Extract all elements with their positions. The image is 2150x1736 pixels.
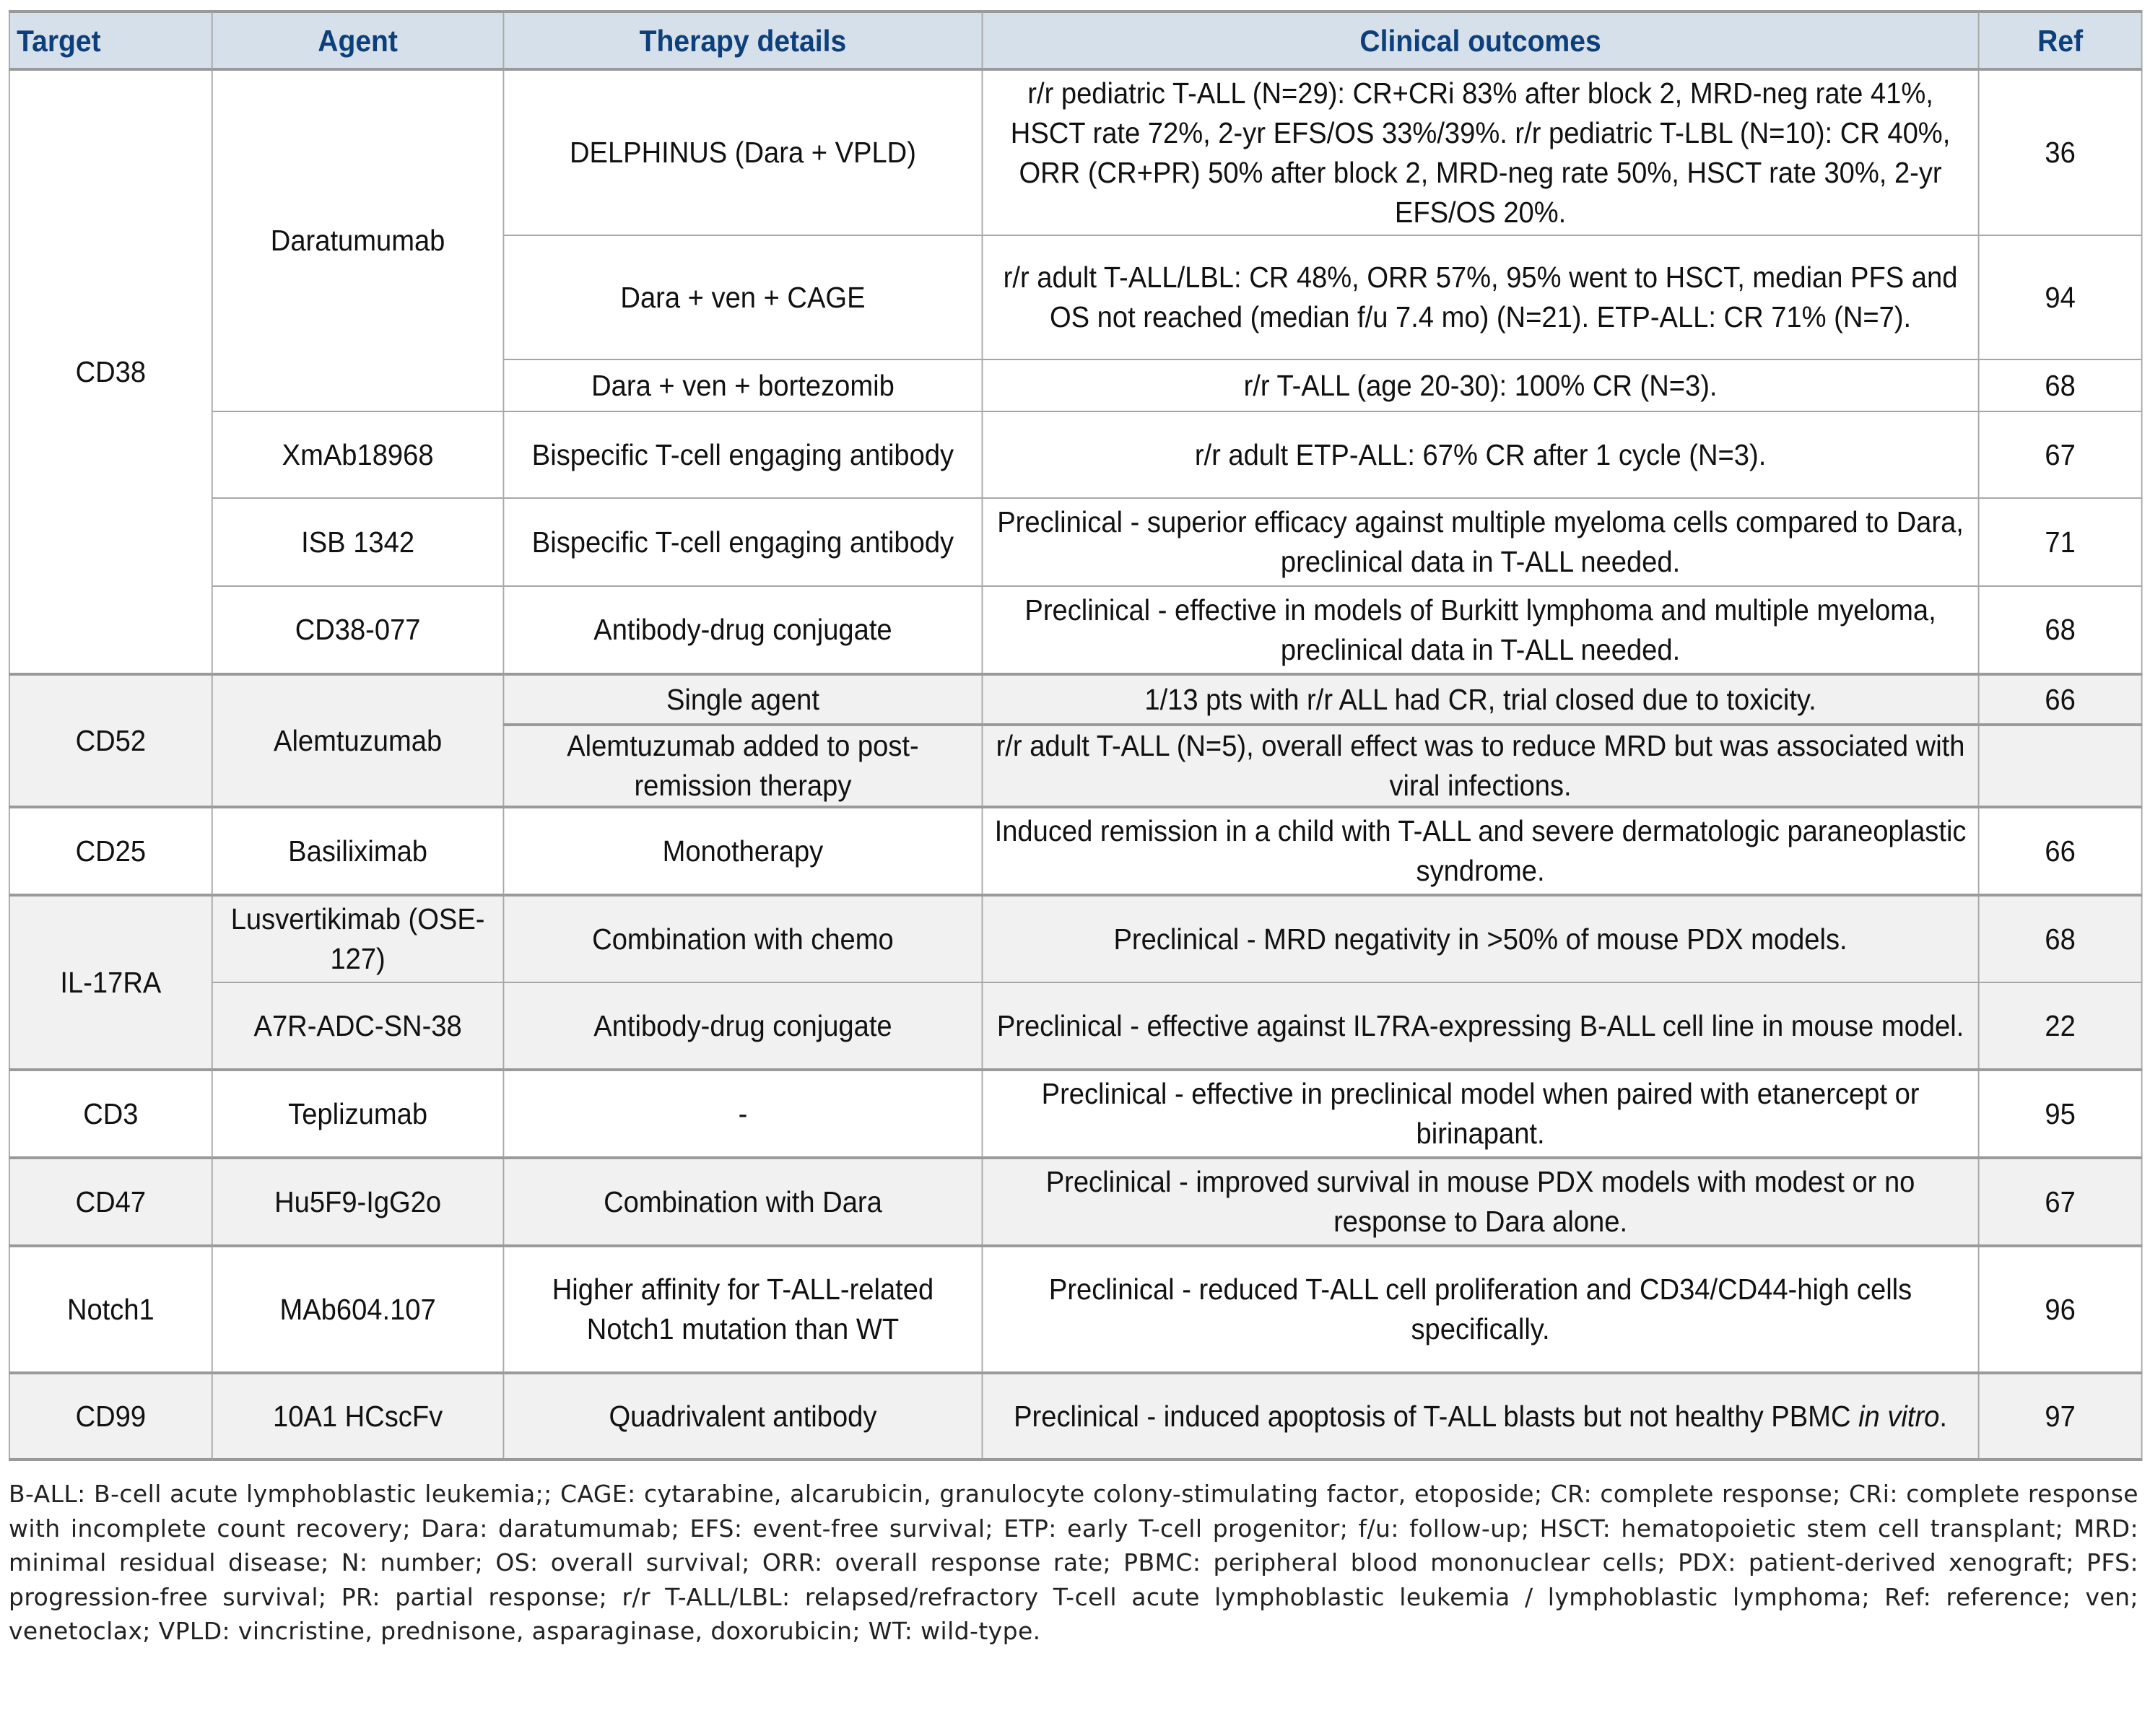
therapy-cell: Bispecific T-cell engaging antibody bbox=[503, 498, 982, 586]
therapy-cell: DELPHINUS (Dara + VPLD) bbox=[503, 69, 982, 235]
outcome-italic-text: in vitro bbox=[1858, 1399, 1940, 1433]
therapy-cell: Dara + ven + bortezomib bbox=[503, 359, 982, 411]
table-row bbox=[9, 1246, 2142, 1373]
table-row bbox=[9, 498, 2142, 586]
ref-cell: 71 bbox=[1979, 498, 2142, 586]
ref-cell: 68 bbox=[1979, 359, 2142, 411]
ref-cell: 66 bbox=[1979, 674, 2142, 725]
table-row bbox=[9, 586, 2142, 674]
ref-cell: 94 bbox=[1979, 235, 2142, 359]
outcome-cell: r/r adult T-ALL (N=5), overall effect was to reduce MRD but was associated with viral infections. bbox=[983, 725, 1979, 807]
table-row bbox=[9, 895, 2142, 982]
ref-cell bbox=[1979, 725, 2142, 807]
ref-cell: 66 bbox=[1979, 807, 2142, 895]
agent-cell: Basiliximab bbox=[212, 807, 504, 895]
target-cell: CD47 bbox=[9, 1158, 212, 1246]
therapy-cell: Single agent bbox=[503, 674, 982, 725]
agent-cell: XmAb18968 bbox=[212, 411, 504, 498]
therapy-cell: Combination with Dara bbox=[503, 1158, 982, 1246]
outcome-cell: Preclinical - improved survival in mouse PDX models with modest or no response to Dara alone. bbox=[983, 1158, 1979, 1246]
table-row bbox=[9, 674, 2142, 725]
header-target: Target bbox=[9, 12, 212, 69]
outcome-cell: r/r T-ALL (age 20-30): 100% CR (N=3). bbox=[983, 359, 1979, 411]
outcome-cell: Preclinical - effective in models of Burkitt lymphoma and multiple myeloma, preclinical data in T-ALL needed. bbox=[983, 586, 1979, 674]
target-cell: IL-17RA bbox=[9, 895, 212, 1070]
table-row bbox=[9, 411, 2142, 498]
therapy-cell: - bbox=[503, 1070, 982, 1158]
header-agent: Agent bbox=[212, 12, 504, 69]
agent-cell: MAb604.107 bbox=[212, 1246, 504, 1373]
table-row bbox=[9, 1158, 2142, 1246]
header-ref: Ref bbox=[1979, 12, 2142, 69]
agent-cell: 10A1 HCscFv bbox=[212, 1373, 504, 1460]
agent-cell: Lusvertikimab (OSE-127) bbox=[212, 895, 504, 982]
agent-cell: A7R-ADC-SN-38 bbox=[212, 982, 504, 1070]
table-row bbox=[9, 982, 2142, 1070]
outcome-cell: r/r adult T-ALL/LBL: CR 48%, ORR 57%, 95% went to HSCT, median PFS and OS not reached (median f/u 7.4 mo) (N=21). ETP-ALL: CR 71% (N=7). bbox=[983, 235, 1979, 359]
abbreviations-footnote: B-ALL: B-cell acute lymphoblastic leukemia;; CAGE: cytarabine, alcarubicin, granulocyte colony-stimulating factor, etoposide; CR: complete response; CRi: complete response with incomplete count recovery; Dara: daratumumab; EFS: event-free survival; ETP: early T-cell progenitor; f/u: follow-up; HSCT: hematopoietic stem cell transplant; MRD: minimal residual disease; N: number; OS: overall survival; ORR: overall response rate; PBMC: peripheral blood mononuclear cells; PDX: patient-derived xenograft; PFS: progression-free survival; PR: partial response; r/r T-ALL/LBL: relapsed/refractory T-cell acute lymphoblastic leukemia / lymphoblastic lymphoma; Ref: reference; ven; venetoclax; VPLD: vincristine, prednisone, asparaginase, doxorubicin; WT: wild-type. bbox=[9, 1480, 2138, 1645]
agent-cell: Teplizumab bbox=[212, 1070, 504, 1158]
outcome-text: Preclinical - induced apoptosis of T-ALL blasts but not healthy PBMC bbox=[1014, 1399, 1859, 1433]
ref-cell: 67 bbox=[1979, 1158, 2142, 1246]
outcome-cell bbox=[983, 1373, 1979, 1460]
therapy-cell: Alemtuzumab added to post-remission therapy bbox=[503, 725, 982, 807]
table-row bbox=[9, 69, 2142, 235]
target-cell: CD52 bbox=[9, 674, 212, 807]
ref-cell: 95 bbox=[1979, 1070, 2142, 1158]
therapy-cell: Antibody-drug conjugate bbox=[503, 586, 982, 674]
therapy-cell: Bispecific T-cell engaging antibody bbox=[503, 411, 982, 498]
therapy-cell: Combination with chemo bbox=[503, 895, 982, 982]
table-row bbox=[9, 807, 2142, 895]
outcome-cell: Preclinical - MRD negativity in >50% of mouse PDX models. bbox=[983, 895, 1979, 982]
therapy-cell: Antibody-drug conjugate bbox=[503, 982, 982, 1070]
outcome-cell: Induced remission in a child with T-ALL and severe dermatologic paraneoplastic syndrome. bbox=[983, 807, 1979, 895]
ref-cell: 67 bbox=[1979, 411, 2142, 498]
ref-cell: 22 bbox=[1979, 982, 2142, 1070]
ref-cell: 68 bbox=[1979, 586, 2142, 674]
agent-cell: ISB 1342 bbox=[212, 498, 504, 586]
table-row bbox=[9, 1373, 2142, 1460]
outcome-cell: Preclinical - superior efficacy against multiple myeloma cells compared to Dara, preclinical data in T-ALL needed. bbox=[983, 498, 1979, 586]
agent-cell: Hu5F9-IgG2o bbox=[212, 1158, 504, 1246]
target-cell: CD3 bbox=[9, 1070, 212, 1158]
therapy-cell: Monotherapy bbox=[503, 807, 982, 895]
outcome-cell: 1/13 pts with r/r ALL had CR, trial closed due to toxicity. bbox=[983, 674, 1979, 725]
target-cell: CD38 bbox=[9, 69, 212, 674]
ref-cell: 68 bbox=[1979, 895, 2142, 982]
outcome-end: . bbox=[1939, 1399, 1947, 1433]
ref-cell: 36 bbox=[1979, 69, 2142, 235]
ref-cell: 96 bbox=[1979, 1246, 2142, 1373]
agent-cell: CD38-077 bbox=[212, 586, 504, 674]
outcome-cell: r/r pediatric T-ALL (N=29): CR+CRi 83% after block 2, MRD-neg rate 41%, HSCT rate 72%, 2-yr EFS/OS 33%/39%. r/r pediatric T-LBL (N=10): CR 40%, ORR (CR+PR) 50% after block 2, MRD-neg rate 50%, HSCT rate 30%, 2-yr EFS/OS 20%. bbox=[983, 69, 1979, 235]
outcome-cell: Preclinical - effective in preclinical model when paired with etanercept or birinapant. bbox=[983, 1070, 1979, 1158]
agent-cell: Alemtuzumab bbox=[212, 674, 504, 807]
header-therapy: Therapy details bbox=[503, 12, 982, 69]
target-cell: CD99 bbox=[9, 1373, 212, 1460]
ref-cell: 97 bbox=[1979, 1373, 2142, 1460]
therapy-cell: Higher affinity for T-ALL-related Notch1 mutation than WT bbox=[503, 1246, 982, 1373]
table-row bbox=[9, 1070, 2142, 1158]
outcome-cell: Preclinical - effective against IL7RA-expressing B-ALL cell line in mouse model. bbox=[983, 982, 1979, 1070]
therapy-cell: Quadrivalent antibody bbox=[503, 1373, 982, 1460]
header-row bbox=[9, 12, 2142, 69]
agent-cell: Daratumumab bbox=[212, 69, 504, 411]
outcome-cell: Preclinical - reduced T-ALL cell proliferation and CD34/CD44-high cells specifically. bbox=[983, 1246, 1979, 1373]
therapy-table bbox=[9, 10, 2143, 1461]
header-outcomes: Clinical outcomes bbox=[983, 12, 1979, 69]
therapy-cell: Dara + ven + CAGE bbox=[503, 235, 982, 359]
target-cell: CD25 bbox=[9, 807, 212, 895]
target-cell: Notch1 bbox=[9, 1246, 212, 1373]
outcome-cell: r/r adult ETP-ALL: 67% CR after 1 cycle (N=3). bbox=[983, 411, 1979, 498]
